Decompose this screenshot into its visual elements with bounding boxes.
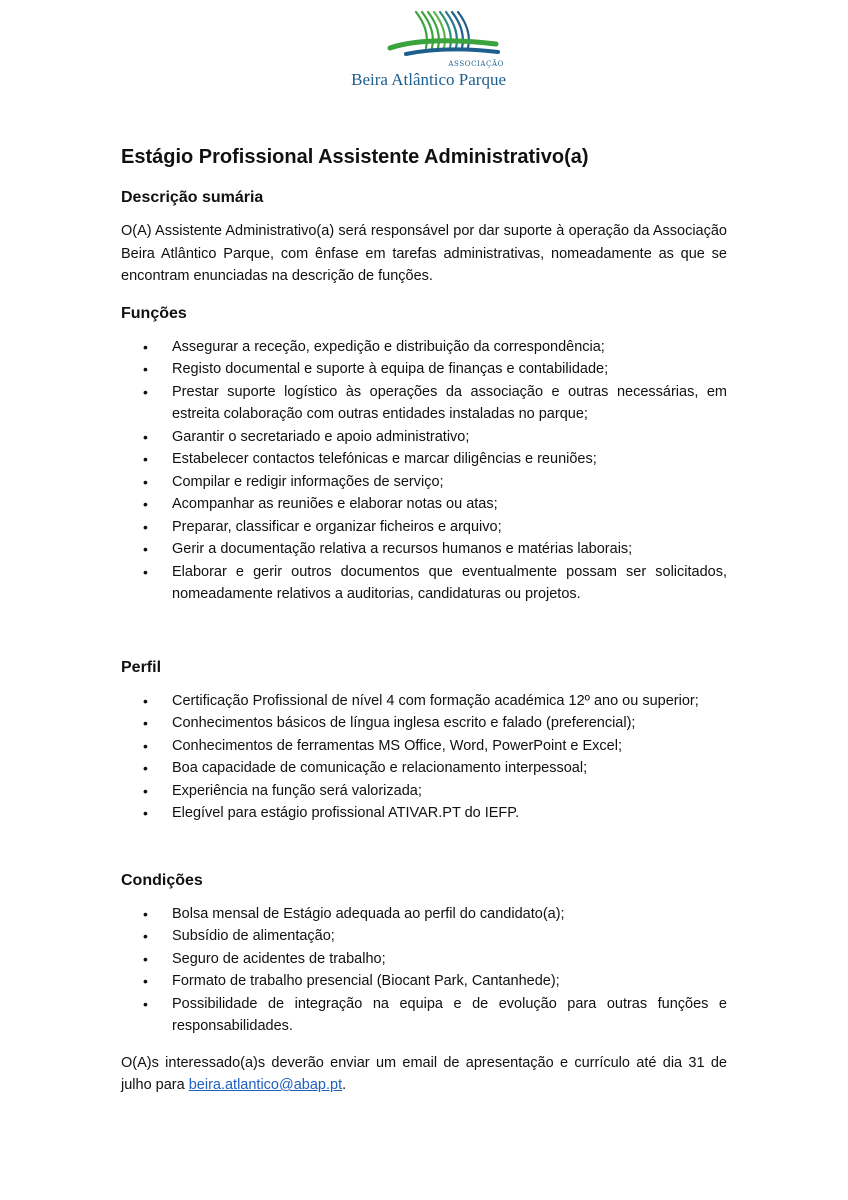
list-item: • Assegurar a receção, expedição e distribuição da correspondência; — [121, 336, 727, 359]
list-item: • Conhecimentos de ferramentas MS Office, Word, PowerPoint e Excel; — [121, 735, 727, 758]
descricao-heading: Descrição sumária — [121, 189, 264, 206]
list-item: • Bolsa mensal de Estágio adequada ao perfil do candidato(a); — [121, 903, 727, 926]
list-item: • Subsídio de alimentação; — [121, 925, 727, 948]
email-link[interactable]: beira.atlantico@abap.pt — [188, 1077, 343, 1093]
list-item: • Conhecimentos básicos de língua inglesa escrito e falado (preferencial); — [121, 712, 727, 735]
logo-subtitle: ASSOCIAÇÃO — [448, 60, 504, 68]
list-item: • Gerir a documentação relativa a recursos humanos e matérias laborais; — [121, 538, 727, 561]
association-logo — [351, 8, 510, 94]
list-item: • Registo documental e suporte à equipa de finanças e contabilidade; — [121, 358, 727, 381]
list-item: • Elaborar e gerir outros documentos que eventualmente possam ser solicitados, nomeadamente relativos a auditorias, candidaturas ou projetos. — [121, 561, 727, 606]
list-item: • Possibilidade de integração na equipa e de evolução para outras funções e responsabilidades. — [121, 993, 727, 1038]
list-item: • Garantir o secretariado e apoio administrativo; — [121, 426, 727, 449]
perfil-heading: Perfil — [121, 658, 162, 676]
list-item: • Elegível para estágio profissional ATIVAR.PT do IEFP. — [121, 802, 727, 825]
logo-swoosh-icon — [386, 8, 504, 64]
funcoes-list — [121, 336, 727, 606]
closing-paragraph — [121, 1052, 727, 1097]
page-title: Estágio Profissional Assistente Administrativo(a) — [121, 146, 589, 168]
funcoes-heading: Funções — [121, 304, 187, 322]
list-item: • Acompanhar as reuniões e elaborar notas ou atas; — [121, 493, 727, 516]
list-item: • Compilar e redigir informações de serviço; — [121, 471, 727, 494]
descricao-text: O(A) Assistente Administrativo(a) será responsável por dar suporte à operação da Associação Beira Atlântico Parque, com ênfase em tarefas administrativas, nomeadamente as que se encontram enunciadas na descrição de funções. — [121, 223, 727, 284]
closing-period: . — [342, 1077, 347, 1093]
list-item: • Estabelecer contactos telefónicas e marcar diligências e reuniões; — [121, 448, 727, 471]
perfil-list — [121, 690, 727, 825]
condicoes-list — [121, 903, 727, 1038]
list-item: • Boa capacidade de comunicação e relacionamento interpessoal; — [121, 757, 727, 780]
condicoes-heading: Condições — [121, 871, 203, 889]
list-item: • Prestar suporte logístico às operações da associação e outras necessárias, em estreita colaboração com outras entidades instaladas no parque; — [121, 381, 727, 426]
list-item: • Formato de trabalho presencial (Biocant Park, Cantanhede); — [121, 970, 727, 993]
list-item: • Seguro de acidentes de trabalho; — [121, 948, 727, 971]
list-item: • Certificação Profissional de nível 4 com formação académica 12º ano ou superior; — [121, 690, 727, 713]
logo-name: Beira Atlântico Parque — [351, 70, 506, 89]
list-item: • Preparar, classificar e organizar ficheiros e arquivo; — [121, 516, 727, 539]
list-item: • Experiência na função será valorizada; — [121, 780, 727, 803]
document-body — [121, 140, 727, 1109]
closing-text: O(A)s interessado(a)s deverão enviar um email de apresentação e currículo até dia 31 de julho para — [121, 1054, 727, 1093]
